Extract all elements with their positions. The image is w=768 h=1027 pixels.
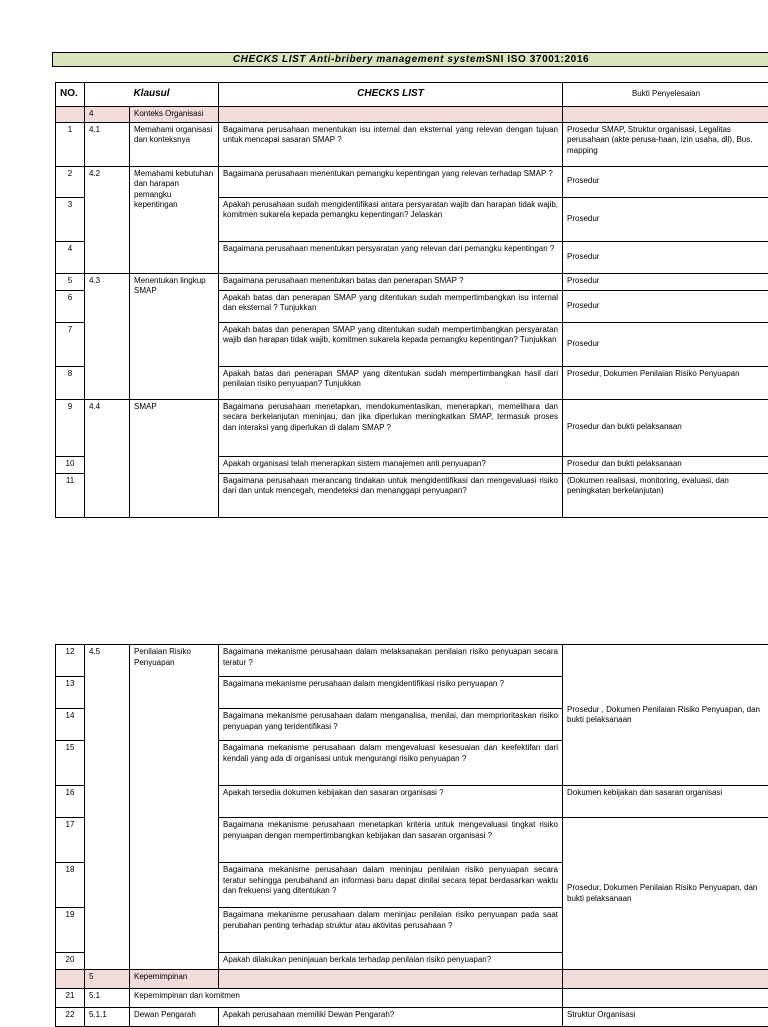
checklist-question: Bagaimana perusahaan menentukan persyaratan yang relevan dari pemangku kepentingan ?	[219, 241, 563, 273]
clause-number: 5.1.1	[85, 1008, 130, 1027]
bukti-text: Prosedur, Dokumen Penilaian Risiko Penyuapan	[563, 366, 768, 399]
bukti-text: Prosedur	[563, 166, 768, 197]
section-code: 4	[85, 107, 130, 123]
checklist-question: Bagaimana mekanisme perusahaan dalam meninjau penilaian risiko penyuapan secara teratur sehingga perubahand an informasi baru dapat dinilai secara tepat berdasarkan waktu dan frekuensi yang ditentukan ?	[219, 863, 563, 908]
bukti-merged-17-20: Prosedur, Dokumen Penilaian Risiko Penyuapan, dan bukti pelaksanaan	[563, 818, 768, 970]
header-checks-list: CHECKS LIST	[219, 83, 563, 107]
title-italic: CHECKS LIST Anti-bribery management system	[233, 54, 486, 65]
bukti-text: Prosedur SMAP, Struktur organisasi, Legalitas perusahaan (akte perusa-haan, izin usaha, dll), Bus. mapping	[563, 122, 768, 166]
clause-label: Kepemimpinan dan komitmen	[130, 989, 563, 1008]
row-number: 17	[56, 818, 85, 863]
klausul-text: Memahami organisasi dan konteksnya	[130, 122, 219, 166]
row-number: 7	[56, 322, 85, 366]
section-label: Konteks Organisasi	[130, 107, 219, 123]
bukti-text: Prosedur	[563, 273, 768, 290]
clause-number: 4.3	[85, 273, 130, 399]
section-code: 5	[85, 970, 130, 989]
section-label: Kepemimpinan	[130, 970, 219, 989]
row-number: 21	[56, 989, 85, 1008]
row-number: 10	[56, 456, 85, 473]
bukti-text: (Dokumen realisasi, monitoring, evaluasi, dan peningkatan berkelanjutan)	[563, 473, 768, 517]
clause-number: 4.1	[85, 122, 130, 166]
row-number: 4	[56, 241, 85, 273]
bukti-text: Prosedur	[563, 290, 768, 322]
bukti-text: Struktur Organisasi	[563, 1008, 768, 1027]
row-number: 11	[56, 473, 85, 517]
row-number: 2	[56, 166, 85, 197]
bukti-merged-12-15: Prosedur , Dokumen Penilaian Risiko Penyuapan, dan bukti pelaksanaan	[563, 645, 768, 786]
clause-number: 4.2	[85, 166, 130, 273]
checklist-question: Apakah perusahaan memiliki Dewan Pengarah?	[219, 1008, 563, 1027]
checklist-table-part1	[55, 82, 768, 518]
row-number: 22	[56, 1008, 85, 1027]
checklist-question: Bagaimana mekanisme perusahaan dalam mengidentifikasi risiko penyuapan ?	[219, 677, 563, 709]
row-number: 14	[56, 709, 85, 741]
checklist-question: Bagaimana mekanisme perusahaan dalam menganalisa, menilai, dan memprioritaskan risiko penyuapan yang teridentifikasi ?	[219, 709, 563, 741]
checklist-question: Apakah batas dan penerapan SMAP yang ditentukan sudah mempertimbangkan isu internal dan eksternal ? Tunjukkan	[219, 290, 563, 322]
table-row	[56, 122, 768, 166]
header-row	[56, 83, 768, 107]
row-number: 3	[56, 197, 85, 241]
checklist-question: Apakah tersedia dokumen kebijakan dan sasaran organisasi ?	[219, 786, 563, 818]
checklist-question: Apakah batas dan penerapan SMAP yang ditentukan sudah mempertimbangkan persyaratan wajib dan harapan tidak wajib, komitmen sukarela kepada pemangku kepentingan? Tunjukkan	[219, 322, 563, 366]
bukti-text: Prosedur	[563, 197, 768, 241]
klausul-text: SMAP	[130, 399, 219, 517]
row-number: 19	[56, 908, 85, 953]
checklist-question: Bagaimana mekanisme perusahaan dalam melaksanakan penilaian risiko penyuapan secara teratur ?	[219, 645, 563, 677]
checklist-question: Bagaimana mekanisme perusahaan dalam meninjau penilaian risiko penyuapan pada saat perubahan penting terhadap struktur atau aktivitas perusahaan ?	[219, 908, 563, 953]
klausul-text: Menentukan lingkup SMAP	[130, 273, 219, 399]
checklist-question: Apakah dilakukan peninjauan berkala terhadap penilaian risiko penyuapan?	[219, 953, 563, 970]
checklist-question: Bagaimana perusahaan menentukan isu internal dan eksternal yang relevan dengan tujuan untuk mencapai sasaran SMAP ?	[219, 122, 563, 166]
table-row	[56, 989, 768, 1008]
klausul-text: Penilaian Risiko Penyuapan	[130, 645, 219, 970]
bukti-text: Prosedur dan bukti pelaksanaan	[563, 399, 768, 456]
klausul-text: Dewan Pengarah	[130, 1008, 219, 1027]
checklist-question: Bagaimana perusahaan menentukan batas dan penerapan SMAP ?	[219, 273, 563, 290]
checklist-question: Apakah organisasi telah menerapkan sistem manajemen anti penyuapan?	[219, 456, 563, 473]
checklist-table-part2	[55, 644, 768, 1027]
clause-number: 4.4	[85, 399, 130, 517]
checklist-question: Bagaimana perusahaan menetapkan, mendokumentasikan, menerapkan, memelihara dan secara berkelanjutan meninjau, dan jika diperlukan meningkatkan SMAP, termasuk proses dan interaksi yang diperlukan di dalam SMAP ?	[219, 399, 563, 456]
section-row-4	[56, 107, 768, 123]
header-bukti: Bukti Penyelesaian	[563, 83, 768, 107]
row-number: 13	[56, 677, 85, 709]
checklist-question: Bagaimana mekanisme perusahaan menetapkan kriteria untuk mengevaluasi tingkat risiko penyuapan dengan mempertimbangkan kebijakan dan sasaran organisasi ?	[219, 818, 563, 863]
table-row	[56, 645, 768, 677]
row-number: 20	[56, 953, 85, 970]
row-number: 1	[56, 122, 85, 166]
row-number: 6	[56, 290, 85, 322]
table-row	[56, 273, 768, 290]
bukti-text: Prosedur	[563, 322, 768, 366]
header-klausul: Klausul	[85, 83, 219, 107]
clause-number: 4.5	[85, 645, 130, 970]
bukti-text: Prosedur dan bukti pelaksanaan	[563, 456, 768, 473]
checklist-question: Apakah perusahaan sudah mengidentifikasi antara persyaratan wajib dan harapan tidak wajib, komitmen sukarela kepada pemangku kepentingan? Jelaskan	[219, 197, 563, 241]
row-number: 8	[56, 366, 85, 399]
row-number: 16	[56, 786, 85, 818]
row-number: 9	[56, 399, 85, 456]
row-number: 18	[56, 863, 85, 908]
row-number: 5	[56, 273, 85, 290]
title-standard: SNI ISO 37001:2016	[486, 54, 590, 65]
bukti-text: Prosedur	[563, 241, 768, 273]
header-no: NO.	[56, 83, 85, 107]
table-row	[56, 166, 768, 197]
row-number: 15	[56, 741, 85, 786]
checklist-question: Bagaimana mekanisme perusahaan dalam mengevaluasi kesesuaian dan keefektifan dari kendali yang ada di organisasi untuk mengurangi risiko penyuapan ?	[219, 741, 563, 786]
klausul-text: Memahami kebutuhan dan harapan pemangku kepentingan	[130, 166, 219, 273]
clause-number: 5.1	[85, 989, 130, 1008]
bukti-text: Dokumen kebijakan dan sasaran organisasi	[563, 786, 768, 818]
checklist-question: Apakah batas dan penerapan SMAP yang ditentukan sudah mempertimbangkan hasil dari penilaian risiko penyuapan? Tunjukkan	[219, 366, 563, 399]
row-number: 12	[56, 645, 85, 677]
table-row	[56, 399, 768, 456]
section-row-5	[56, 970, 768, 989]
page-title	[52, 52, 768, 67]
checklist-question: Bagaimana perusahaan merancang tindakan untuk mengidentifikasi dan mengevaluasi risiko dari dan untuk mencegah, mendeteksi dan menanggapi penyuapan?	[219, 473, 563, 517]
checklist-question: Bagaimana perusahaan menentukan pemangku kepentingan yang relevan terhadap SMAP ?	[219, 166, 563, 197]
